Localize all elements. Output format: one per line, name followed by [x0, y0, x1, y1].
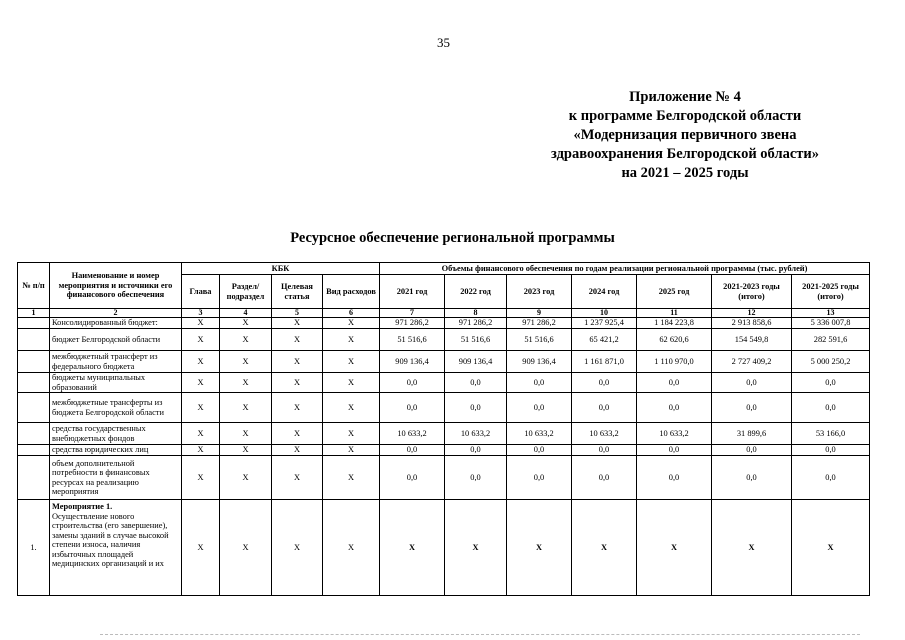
col-num: 3 [182, 309, 220, 318]
cell-stat: Х [272, 445, 323, 456]
cell-razdel: Х [220, 393, 272, 423]
header-vid: Вид расходов [323, 275, 380, 309]
measure-total-1: Х [712, 500, 792, 596]
header-2021: 2021 год [380, 275, 445, 309]
cell-name: бюджеты муниципальных образований [50, 373, 182, 393]
cell-num [18, 456, 50, 500]
measure-row [18, 500, 870, 596]
cell-y2025: 1 110 970,0 [637, 351, 712, 373]
cell-y2025: 62 620,6 [637, 329, 712, 351]
cell-stat: Х [272, 329, 323, 351]
header-glava: Глава [182, 275, 220, 309]
cell-y2021: 0,0 [380, 445, 445, 456]
header-razdel: Раздел/ подраздел [220, 275, 272, 309]
cell-name: средства государственных внебюджетных фондов [50, 423, 182, 445]
header-2022: 2022 год [445, 275, 507, 309]
cell-name: средства юридических лиц [50, 445, 182, 456]
measure-2024: Х [572, 500, 637, 596]
cell-y2024: 10 633,2 [572, 423, 637, 445]
header-name: Наименование и номер мероприятия и источники его финансового обеспечения [50, 263, 182, 309]
cell-y2023: 0,0 [507, 456, 572, 500]
cell-t1: 0,0 [712, 393, 792, 423]
cell-y2024: 0,0 [572, 445, 637, 456]
cell-y2022: 0,0 [445, 445, 507, 456]
cell-name: межбюджетные трансферты из бюджета Белгородской области [50, 393, 182, 423]
cell-y2025: 0,0 [637, 373, 712, 393]
cell-razdel: Х [220, 351, 272, 373]
measure-text: Осуществление нового строительства (его завершение), замены зданий в случае высокой степени износа, наличия избыточных площадей медицинских организаций и их [52, 511, 169, 568]
cell-y2024: 65 421,2 [572, 329, 637, 351]
cell-stat: Х [272, 393, 323, 423]
measure-glava: Х [182, 500, 220, 596]
measure-num: 1. [18, 500, 50, 596]
table-row [18, 456, 870, 500]
cell-y2021: 51 516,6 [380, 329, 445, 351]
cell-num [18, 423, 50, 445]
table-row [18, 329, 870, 351]
appendix-line-1: Приложение № 4 [629, 89, 741, 105]
col-num: 9 [507, 309, 572, 318]
cell-y2024: 0,0 [572, 456, 637, 500]
cell-t1: 154 549,8 [712, 329, 792, 351]
col-num: 5 [272, 309, 323, 318]
cell-glava: Х [182, 393, 220, 423]
header-stat: Целевая статья [272, 275, 323, 309]
header-kbk: КБК [182, 263, 380, 275]
table-row [18, 373, 870, 393]
col-num: 8 [445, 309, 507, 318]
cell-name: межбюджетный трансферт из федерального бюджета [50, 351, 182, 373]
cell-num [18, 329, 50, 351]
cell-stat: Х [272, 373, 323, 393]
col-num: 1 [18, 309, 50, 318]
cell-stat: Х [272, 423, 323, 445]
cell-vid: Х [323, 423, 380, 445]
cell-num [18, 393, 50, 423]
cell-num [18, 373, 50, 393]
cell-y2022: 51 516,6 [445, 329, 507, 351]
cell-y2024: 1 237 925,4 [572, 318, 637, 329]
appendix-line-2: к программе Белгородской области [568, 108, 802, 124]
cell-glava: Х [182, 351, 220, 373]
cell-num [18, 351, 50, 373]
cell-stat: Х [272, 351, 323, 373]
col-num: 6 [323, 309, 380, 318]
cell-y2025: 10 633,2 [637, 423, 712, 445]
document-title: Ресурсное обеспечение региональной программы [290, 230, 615, 246]
cell-y2022: 10 633,2 [445, 423, 507, 445]
cell-razdel: Х [220, 329, 272, 351]
cell-glava: Х [182, 329, 220, 351]
measure-2023: Х [507, 500, 572, 596]
measure-2025: Х [637, 500, 712, 596]
cell-t2: 5 000 250,2 [792, 351, 870, 373]
cell-t2: 5 336 007,8 [792, 318, 870, 329]
cell-y2023: 0,0 [507, 373, 572, 393]
cell-t2: 0,0 [792, 373, 870, 393]
cell-y2023: 909 136,4 [507, 351, 572, 373]
cell-y2021: 909 136,4 [380, 351, 445, 373]
column-number-row [18, 309, 870, 318]
col-num: 12 [712, 309, 792, 318]
cell-glava: Х [182, 423, 220, 445]
cell-vid: Х [323, 373, 380, 393]
cell-razdel: Х [220, 373, 272, 393]
cell-y2025: 1 184 223,8 [637, 318, 712, 329]
cell-y2023: 0,0 [507, 393, 572, 423]
cell-t1: 0,0 [712, 456, 792, 500]
cell-num [18, 445, 50, 456]
cell-y2021: 10 633,2 [380, 423, 445, 445]
header-2024: 2024 год [572, 275, 637, 309]
cell-t1: 0,0 [712, 445, 792, 456]
appendix-line-5: на 2021 – 2025 годы [621, 165, 749, 181]
cell-vid: Х [323, 318, 380, 329]
header-num: № п/п [18, 263, 50, 309]
cell-y2025: 0,0 [637, 393, 712, 423]
cell-y2021: 0,0 [380, 393, 445, 423]
header-total-2021-2023: 2021-2023 годы (итого) [712, 275, 792, 309]
cell-glava: Х [182, 456, 220, 500]
cell-vid: Х [323, 351, 380, 373]
cell-y2023: 51 516,6 [507, 329, 572, 351]
cell-y2022: 0,0 [445, 456, 507, 500]
measure-2021: Х [380, 500, 445, 596]
resource-table [17, 262, 870, 596]
col-num: 11 [637, 309, 712, 318]
header-total-2021-2025: 2021-2025 годы (итого) [792, 275, 870, 309]
cell-razdel: Х [220, 456, 272, 500]
cell-t2: 0,0 [792, 393, 870, 423]
table-row [18, 393, 870, 423]
cell-num [18, 318, 50, 329]
cell-y2024: 1 161 871,0 [572, 351, 637, 373]
page-bottom-divider [100, 634, 860, 635]
cell-y2025: 0,0 [637, 445, 712, 456]
cell-y2023: 971 286,2 [507, 318, 572, 329]
cell-name: бюджет Белгородской области [50, 329, 182, 351]
table-body [18, 318, 870, 500]
col-num: 7 [380, 309, 445, 318]
measure-body [18, 500, 870, 596]
cell-y2024: 0,0 [572, 393, 637, 423]
cell-y2024: 0,0 [572, 373, 637, 393]
cell-name: объем дополнительной потребности в финансовых ресурсах на реализацию мероприятия [50, 456, 182, 500]
cell-vid: Х [323, 456, 380, 500]
cell-name: Консолидированный бюджет: [50, 318, 182, 329]
table-row [18, 318, 870, 329]
col-num: 10 [572, 309, 637, 318]
header-2023: 2023 год [507, 275, 572, 309]
cell-glava: Х [182, 373, 220, 393]
cell-vid: Х [323, 329, 380, 351]
table-row [18, 423, 870, 445]
header-volumes: Объемы финансового обеспечения по годам реализации региональной программы (тыс. рублей) [380, 263, 870, 275]
measure-vid: Х [323, 500, 380, 596]
cell-y2023: 10 633,2 [507, 423, 572, 445]
cell-y2022: 909 136,4 [445, 351, 507, 373]
cell-t2: 282 591,6 [792, 329, 870, 351]
col-num: 2 [50, 309, 182, 318]
measure-title: Мероприятие 1. [52, 502, 113, 511]
appendix-line-4: здравоохранения Белгородской области» [551, 146, 819, 162]
header-2025: 2025 год [637, 275, 712, 309]
cell-vid: Х [323, 393, 380, 423]
appendix-header [520, 88, 850, 183]
cell-t1: 2 913 858,6 [712, 318, 792, 329]
measure-razdel: Х [220, 500, 272, 596]
cell-t1: 2 727 409,2 [712, 351, 792, 373]
appendix-line-3: «Модернизация первичного звена [573, 127, 797, 143]
cell-t2: 53 166,0 [792, 423, 870, 445]
cell-y2023: 0,0 [507, 445, 572, 456]
cell-stat: Х [272, 456, 323, 500]
table-row [18, 351, 870, 373]
cell-vid: Х [323, 445, 380, 456]
cell-razdel: Х [220, 318, 272, 329]
cell-t2: 0,0 [792, 456, 870, 500]
cell-y2022: 971 286,2 [445, 318, 507, 329]
measure-total-2: Х [792, 500, 870, 596]
cell-y2021: 0,0 [380, 373, 445, 393]
cell-y2025: 0,0 [637, 456, 712, 500]
cell-y2022: 0,0 [445, 393, 507, 423]
cell-y2022: 0,0 [445, 373, 507, 393]
table-row [18, 445, 870, 456]
cell-glava: Х [182, 318, 220, 329]
cell-t2: 0,0 [792, 445, 870, 456]
cell-y2021: 0,0 [380, 456, 445, 500]
cell-razdel: Х [220, 423, 272, 445]
cell-stat: Х [272, 318, 323, 329]
cell-glava: Х [182, 445, 220, 456]
cell-y2021: 971 286,2 [380, 318, 445, 329]
cell-t1: 0,0 [712, 373, 792, 393]
page-number: 35 [437, 35, 450, 50]
measure-2022: Х [445, 500, 507, 596]
col-num: 4 [220, 309, 272, 318]
measure-description [50, 500, 182, 596]
measure-stat: Х [272, 500, 323, 596]
cell-t1: 31 899,6 [712, 423, 792, 445]
col-num: 13 [792, 309, 870, 318]
cell-razdel: Х [220, 445, 272, 456]
